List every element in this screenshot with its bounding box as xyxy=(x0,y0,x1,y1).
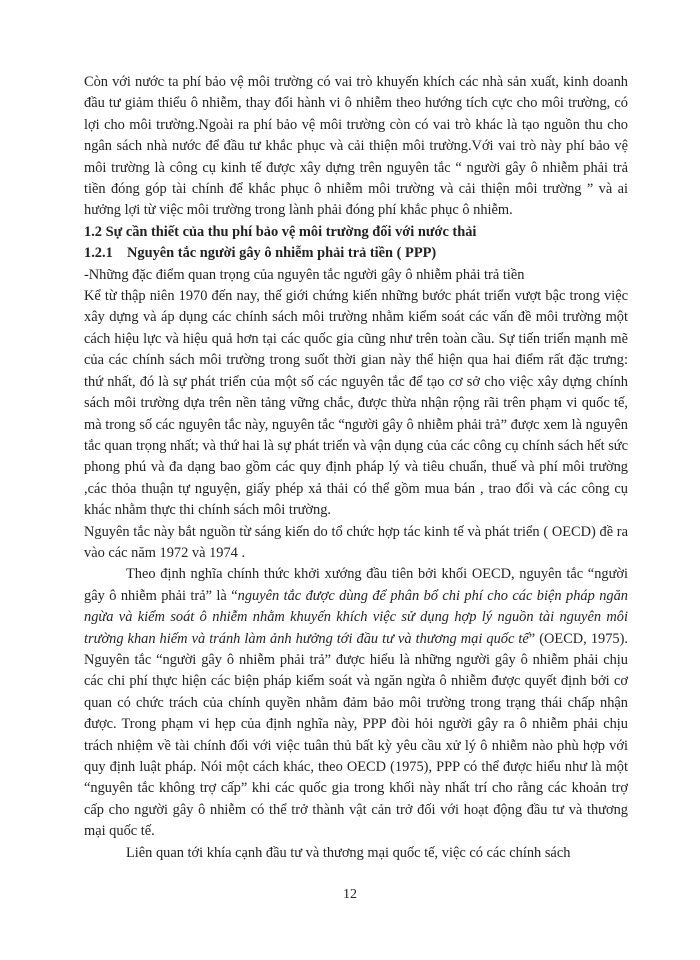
page-number: 12 xyxy=(343,887,357,902)
section-heading-1-2: 1.2 Sự cần thiết của thu phí bảo vệ môi trường đối với nước thải xyxy=(84,223,477,240)
paragraph-history: Kể từ thập niên 1970 đến nay, thế giới chứng kiến những bước phát triển vượt bậc trong việc xây dựng và áp dụng các chính sách môi trường nhằm kiểm soát các vấn đề môi trường một cách hiệu lực và hiệu quả hơn tại các quốc gia cũng như trên toàn cầu. Sự tiến triển mạnh mẽ của các chính sách môi trường trong suốt thời gian này thể hiện qua hai điểm rất đặc trưng: thứ nhất, đó là sự phát triển của một số các nguyên tắc để tạo cơ sở cho việc xây dựng chính sách môi trường dựa trên nền tảng vững chắc, được thừa nhận rộng rãi trên phạm vi quốc tế, mà trong số các nguyên tắc này, nguyên tắc “người gây ô nhiễm phải trả” được xem là nguyên tắc quan trọng nhất; và thứ hai là sự phát triển và vận dụng của các công cụ chính sách hết sức phong phú và đa dạng bao gồm các quy định pháp lý và tiêu chuẩn, thuế và phí môi trường ,các thỏa thuận tự nguyện, giấy phép xả thải có thể gồm mua bán , trao đổi và các công cụ khác nhằm thực thi chính sách môi trường. xyxy=(84,288,628,519)
document-page xyxy=(84,72,628,864)
paragraph-intro: Còn với nước ta phí bảo vệ môi trường có vai trò khuyến khích các nhà sản xuất, kinh doanh đầu tư giảm thiểu ô nhiễm, thay đổi hành vi ô nhiễm theo hướng tích cực cho môi trường, có lợi cho môi trường.Ngoài ra phí bảo vệ môi trường còn có vai trò khác là tạo nguồn thu cho ngân sách nhà nước để đầu tư khắc phục và cải thiện môi trường.Với vai trò này phí bảo vệ môi trường là công cụ kinh tế được xây dựng trên nguyên tắc “ người gây ô nhiễm phải trả tiền đóng góp tài chính để khắc phục ô nhiễm môi trường và cải thiện môi trường ” và ai hưởng lợi từ việc môi trường trong lành phải đóng phí khắc phục ô nhiễm. xyxy=(84,74,628,219)
paragraph-definition xyxy=(84,564,628,842)
paragraph-origin: Nguyên tắc này bắt nguồn từ sáng kiến do tổ chức hợp tác kinh tế và phát triển ( OECD) đề ra vào các năm 1972 và 1974 . xyxy=(84,523,628,561)
paragraph-trade: Liên quan tới khía cạnh đầu tư và thương mại quốc tế, việc có các chính sách xyxy=(126,844,571,861)
subsection-heading-1-2-1 xyxy=(84,243,628,264)
definition-lead: Theo định nghĩa chính thức khởi xướng đầu tiên bởi khối OECD, nguyên tắc “người gây ô nhiễm phải trả” là “ xyxy=(84,566,628,604)
paragraph-features: -Những đặc điểm quan trọng của nguyên tắc người gây ô nhiễm phải trả tiền xyxy=(84,266,525,283)
definition-body: ” (OECD, 1975). Nguyên tắc “người gây ô nhiễm phải trả” được hiểu là những người gây ô nhiễm phải chịu các chi phí thực hiện các biện pháp kiểm soát và ngăn ngừa ô nhiễm được quyết định bởi cơ quan có chức trách của chính quyền nhằm đảm bảo môi trường trong trạng thái chấp nhận được. Trong phạm vi hẹp của định nghĩa này, PPP đòi hỏi người gây ra ô nhiễm phải chịu trách nhiệm về tài chính đối với việc tuân thủ bất kỳ yêu cầu xử lý ô nhiễm nào phù hợp với quy định luật pháp. Nói một cách khác, theo OECD (1975), PPP có thể được hiểu như là một “nguyên tắc không trợ cấp” khi các quốc gia trong khối này nhất trí cho rằng các khoản trợ cấp cho người gây ô nhiễm có thể trở thành vật cản trở đối với hoạt động đầu tư và thương mại quốc tế. xyxy=(84,630,628,840)
subsection-title: Nguyên tắc người gây ô nhiễm phải trả tiền ( PPP) xyxy=(127,245,437,262)
definition-quote: nguyên tắc được dùng để phân bổ chi phí cho các biện pháp ngăn ngừa và kiểm soát ô nhiễm nhằm khuyến khích việc sử dụng hợp lý nguồn tài nguyên môi trường khan hiếm và tránh làm ảnh hưởng tới đầu tư và thương mại quốc tế xyxy=(84,587,628,647)
subsection-number: 1.2.1 xyxy=(84,245,113,262)
